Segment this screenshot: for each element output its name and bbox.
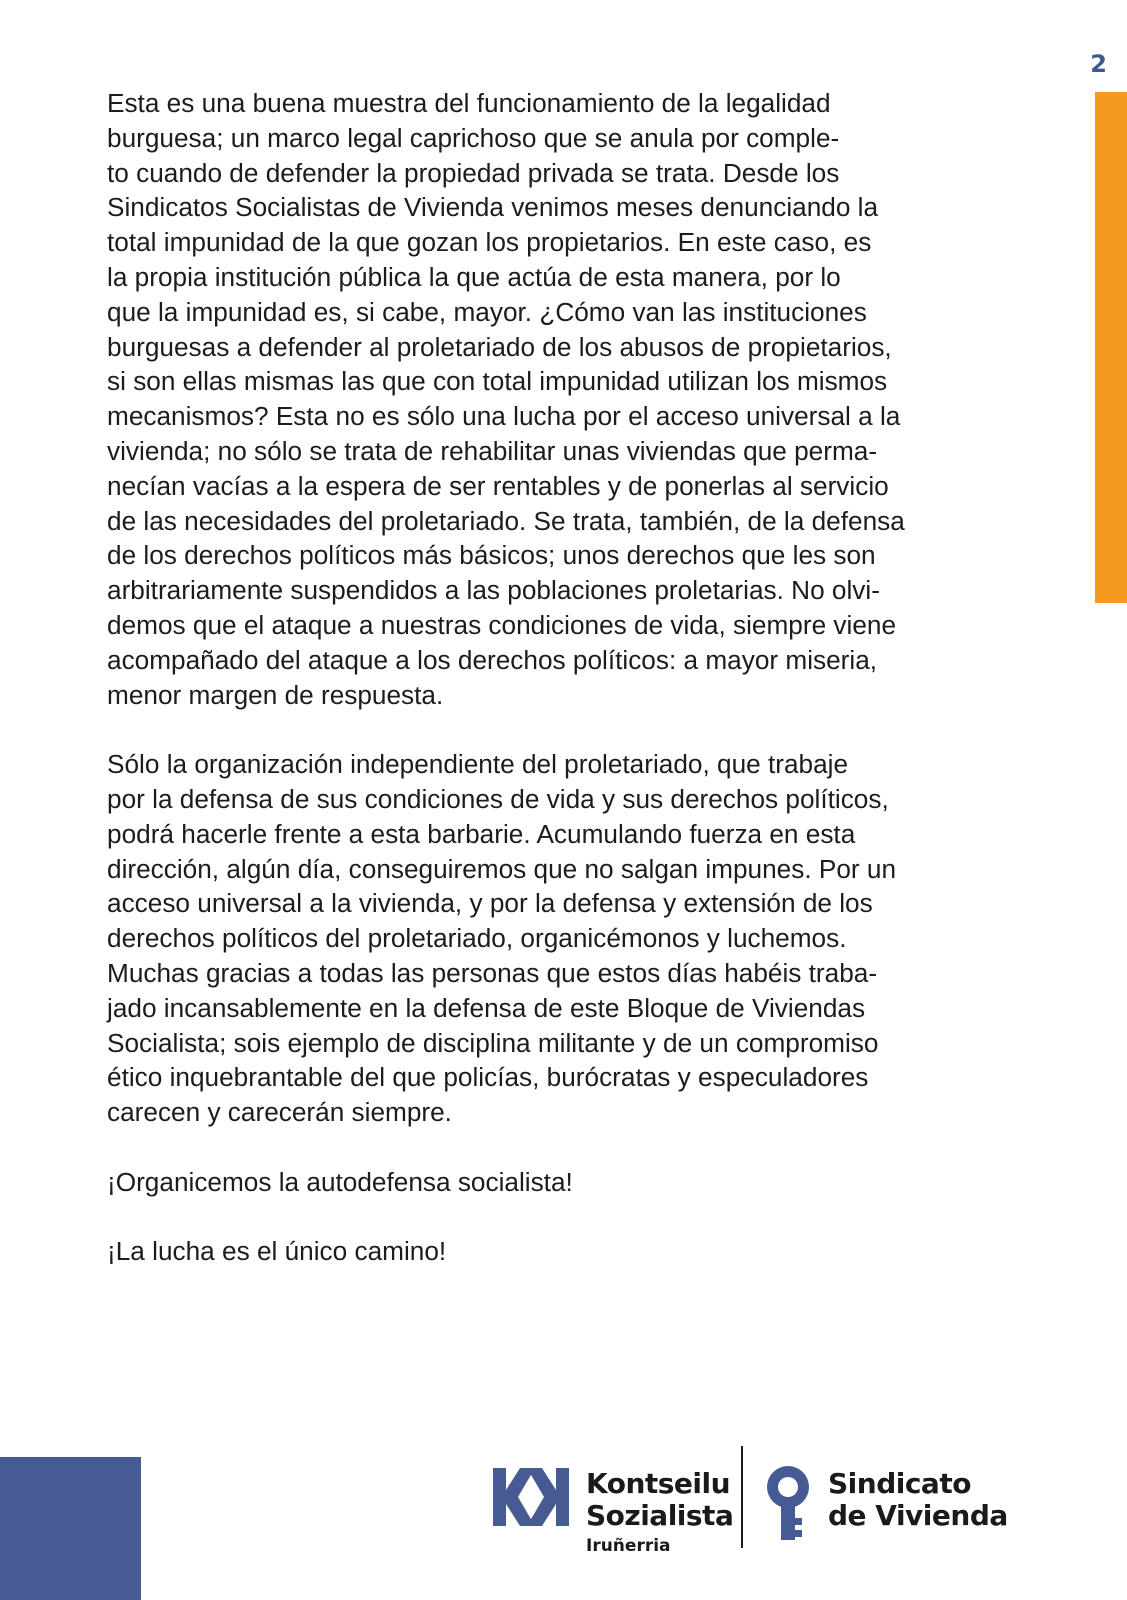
text-line: de las necesidades del proletariado. Se trata, también, de la defensa <box>107 505 905 536</box>
paragraph <box>107 1234 997 1269</box>
text-line: si son ellas mismas las que con total impunidad utilizan los mismos <box>107 366 888 397</box>
text-line: acceso universal a la vivienda, y por la defensa y extensión de los <box>107 888 873 919</box>
text-line: demos que el ataque a nuestras condiciones de vida, siempre viene <box>107 609 897 640</box>
text-line: acompañado del ataque a los derechos políticos: a mayor miseria, <box>107 644 878 675</box>
text-line: arbitrariamente suspendidos a las poblaciones proletarias. No olvi- <box>107 575 880 606</box>
text-line: ético inquebrantable del que policías, burócratas y especuladores <box>107 1062 869 1093</box>
text-line: menor margen de respuesta. <box>107 679 444 710</box>
text-line: podrá hacerle frente a esta barbarie. Acumulando fuerza en esta <box>107 818 856 849</box>
page-number: 2 <box>1090 50 1107 78</box>
key-icon <box>763 1462 813 1542</box>
text-line: burguesas a defender al proletariado de los abusos de propietarios, <box>107 331 892 362</box>
text-line: mecanismos? Esta no es sólo una lucha por el acceso universal a la <box>107 401 901 432</box>
text-line: derechos políticos del proletariado, organicémonos y luchemos. <box>107 923 847 954</box>
text-line: burguesa; un marco legal caprichoso que se anula por comple- <box>107 122 840 153</box>
text-line: que la impunidad es, si cabe, mayor. ¿Cómo van las instituciones <box>107 296 867 327</box>
text-line: to cuando de defender la propiedad privada se trata. Desde los <box>107 157 840 188</box>
text-line: Esta es una buena muestra del funcionamiento de la legalidad <box>107 88 831 118</box>
text-line: Socialista; sois ejemplo de disciplina militante y de un compromiso <box>107 1027 879 1058</box>
text-line: dirección, algún día, conseguiremos que no salgan impunes. Por un <box>107 853 897 884</box>
logo-divider <box>741 1446 743 1548</box>
blue-corner-block <box>0 1457 141 1600</box>
text-line: por la defensa de sus condiciones de vida y sus derechos políticos, <box>107 783 889 814</box>
orange-side-bar <box>1095 92 1127 603</box>
logo-text-line: Sozialista <box>586 1499 734 1532</box>
text-line: Muchas gracias a todas las personas que estos días habéis traba- <box>107 957 878 988</box>
kontseilu-sozialista-logo-icon <box>493 1468 569 1526</box>
text-line: ¡La lucha es el único camino! <box>107 1236 447 1267</box>
footer-logos <box>493 1446 1013 1556</box>
kontseilu-sozialista-wordmark <box>586 1468 733 1558</box>
text-line: jado incansablemente en la defensa de este Bloque de Viviendas <box>107 992 866 1023</box>
logo-subtitle: Iruñerria <box>586 1536 671 1556</box>
text-line: necían vacías a la espera de ser rentables y de ponerlas al servicio <box>107 470 889 501</box>
article-body <box>107 86 997 1304</box>
logo-text-line: Kontseilu <box>586 1467 731 1500</box>
paragraph <box>107 86 997 712</box>
text-line: Sindicatos Socialistas de Vivienda venimos meses denunciando la <box>107 192 879 223</box>
text-line: carecen y carecerán siempre. <box>107 1097 452 1128</box>
sindicato-vivienda-wordmark <box>828 1468 1008 1532</box>
text-line: de los derechos políticos más básicos; unos derechos que les son <box>107 540 876 571</box>
text-line: vivienda; no sólo se trata de rehabilitar unas viviendas que perma- <box>107 435 878 466</box>
paragraph <box>107 747 997 1130</box>
text-line: ¡Organicemos la autodefensa socialista! <box>107 1166 573 1197</box>
logo-text-line: de Vivienda <box>828 1499 1008 1532</box>
text-line: la propia institución pública la que actúa de esta manera, por lo <box>107 261 841 292</box>
text-line: total impunidad de la que gozan los propietarios. En este caso, es <box>107 227 872 258</box>
logo-text-line: Sindicato <box>828 1467 971 1500</box>
text-line: Sólo la organización independiente del proletariado, que trabaje <box>107 749 849 780</box>
paragraph <box>107 1165 997 1200</box>
